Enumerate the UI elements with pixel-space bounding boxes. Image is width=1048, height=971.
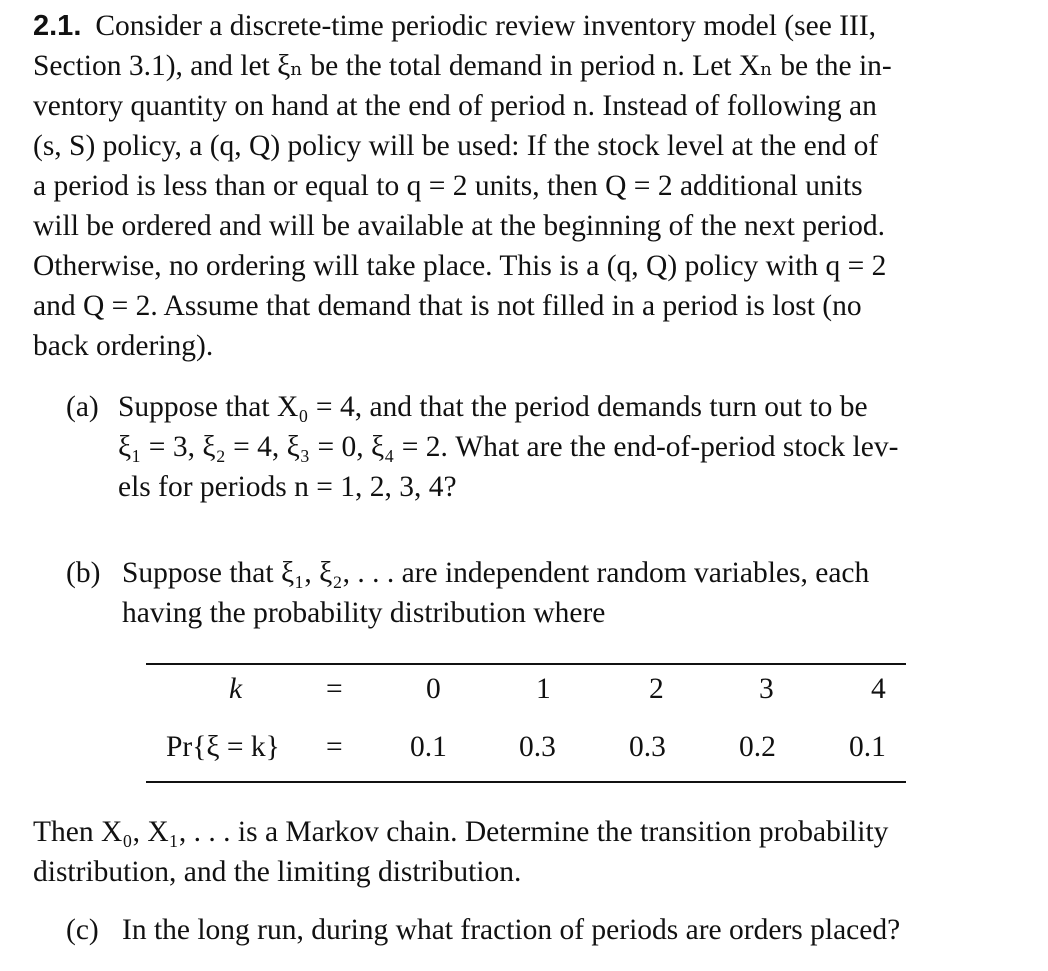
probability-table xyxy=(146,663,906,783)
problem-intro xyxy=(33,6,1023,366)
part-b-line: having the probability distribution where xyxy=(122,597,606,629)
k-value: 2 xyxy=(649,673,664,705)
table-row-k xyxy=(146,665,906,723)
intro-line: will be ordered and will be available at the beginning of the next period. xyxy=(33,210,885,242)
part-a-line: ξ₁ = 3, ξ₂ = 4, ξ₃ = 0, ξ₄ = 2. What are the end-of-period stock lev- xyxy=(118,431,899,463)
prob-value: 0.3 xyxy=(519,731,556,763)
prob-equals: = xyxy=(326,731,343,763)
part-a-line: els for periods n = 1, 2, 3, 4? xyxy=(118,471,457,503)
prob-value: 0.1 xyxy=(410,731,447,763)
part-c-text: In the long run, during what fraction of periods are orders placed? xyxy=(122,914,901,946)
part-c-label: (c) xyxy=(66,914,99,946)
intro-line: ventory quantity on hand at the end of period n. Instead of following an xyxy=(33,90,877,122)
intro-line: 2.1. Consider a discrete-time periodic review inventory model (see III, xyxy=(33,10,877,42)
part-b-text xyxy=(122,553,869,633)
k-value: 3 xyxy=(759,673,774,705)
part-a-text xyxy=(118,387,898,507)
k-label: k xyxy=(229,673,243,705)
prob-label: Pr{ξ = k} xyxy=(166,731,280,763)
conclusion-line: distribution, and the limiting distribution. xyxy=(33,856,522,888)
prob-value: 0.1 xyxy=(849,731,886,763)
intro-line: a period is less than or equal to q = 2 units, then Q = 2 additional units xyxy=(33,170,863,202)
prob-value: 0.2 xyxy=(739,731,776,763)
part-b-line: Suppose that ξ₁, ξ₂, . . . are independent random variables, each xyxy=(122,557,870,589)
k-equals: = xyxy=(326,673,343,705)
table-row-prob xyxy=(146,723,906,781)
intro-line: back ordering). xyxy=(33,330,214,362)
intro-line: Section 3.1), and let ξₙ be the total demand in period n. Let Xₙ be the in- xyxy=(33,50,892,82)
part-b-conclusion xyxy=(33,812,1023,892)
table-bottom-rule xyxy=(146,781,906,783)
conclusion-line: Then X₀, X₁, . . . is a Markov chain. Determine the transition probability xyxy=(33,816,889,848)
prob-value: 0.3 xyxy=(629,731,666,763)
k-value: 0 xyxy=(426,673,441,705)
k-value: 4 xyxy=(871,673,886,705)
intro-line: and Q = 2. Assume that demand that is not filled in a period is lost (no xyxy=(33,290,862,322)
intro-line: (s, S) policy, a (q, Q) policy will be used: If the stock level at the end of xyxy=(33,130,879,162)
part-a-label: (a) xyxy=(66,391,99,423)
problem-number: 2.1. xyxy=(33,10,82,42)
k-value: 1 xyxy=(536,673,551,705)
intro-line: Otherwise, no ordering will take place. This is a (q, Q) policy with q = 2 xyxy=(33,250,887,282)
part-a-line: Suppose that X₀ = 4, and that the period demands turn out to be xyxy=(118,391,868,423)
part-b-label: (b) xyxy=(66,557,101,589)
